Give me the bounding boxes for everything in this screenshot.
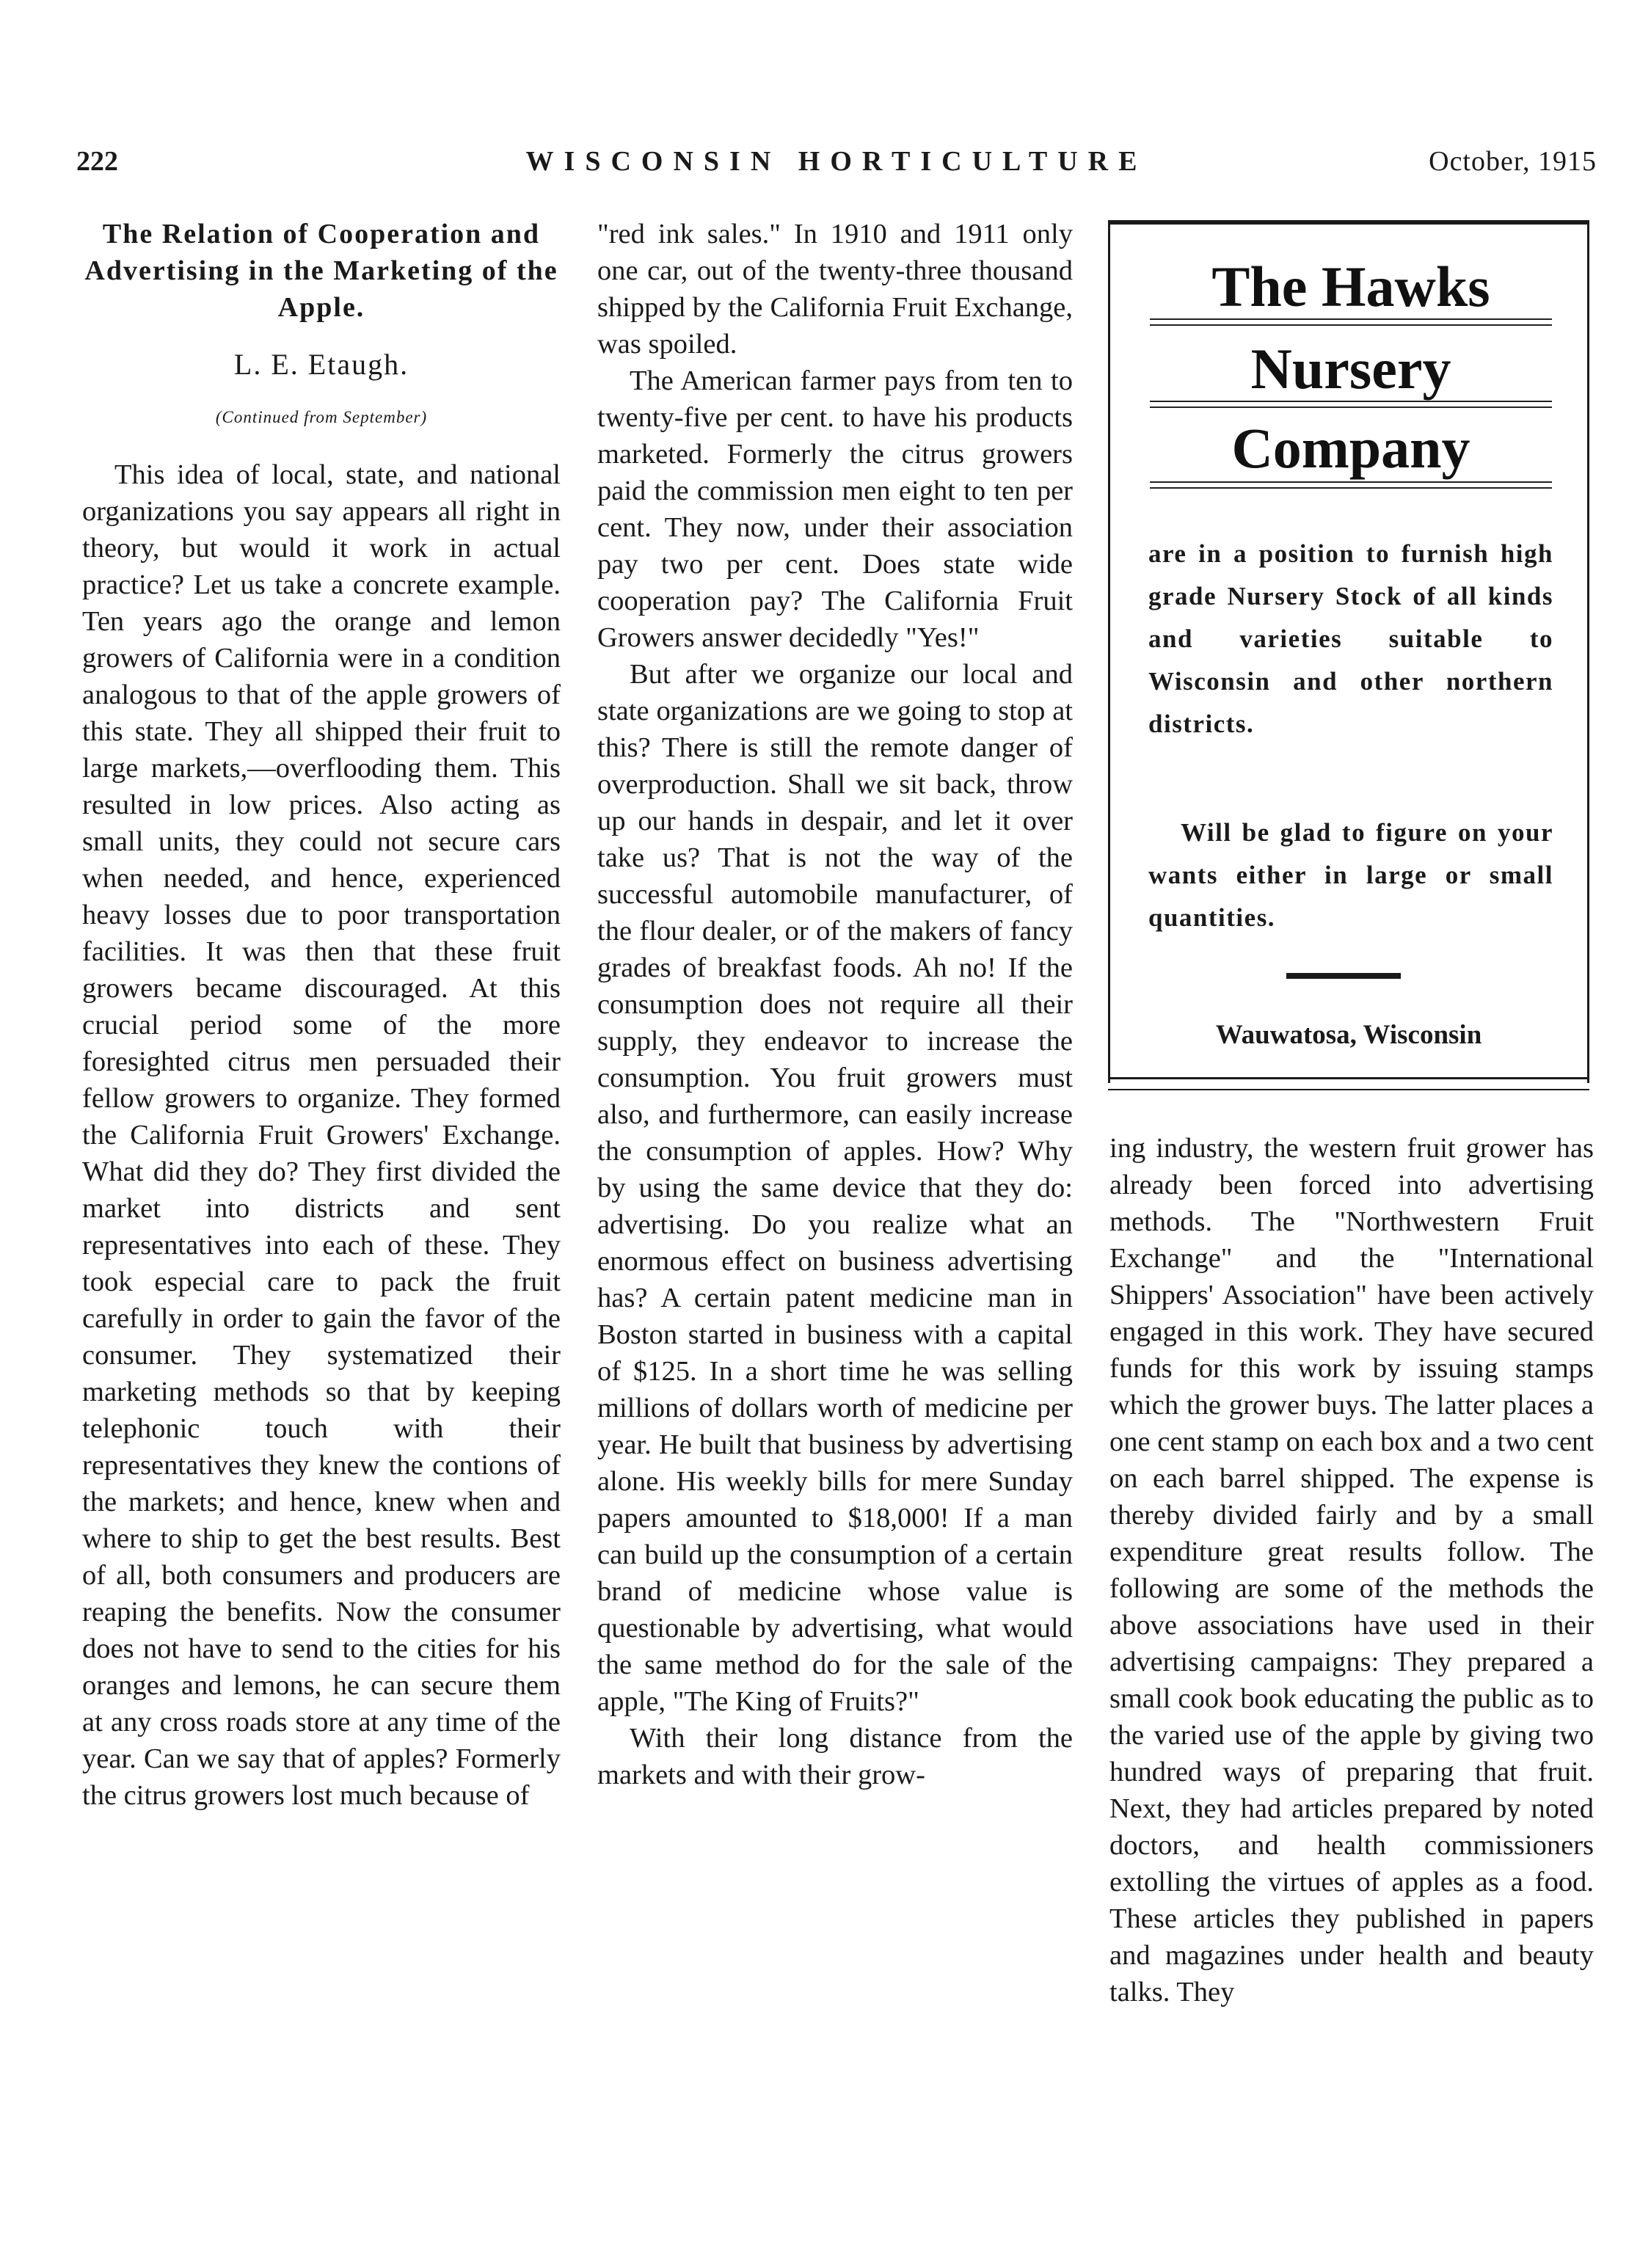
paragraph: With their long distance from the markets and with their grow- [597, 1723, 1073, 1790]
nursery-advertisement [1108, 220, 1589, 1083]
ad-bottom-rule [1108, 1077, 1589, 1079]
ad-quote-text: Will be glad to figure on your wants either in large or small quantities. [1148, 818, 1553, 932]
issue-date: October, 1915 [1429, 146, 1597, 177]
ad-company-name-line-3: Company [1231, 416, 1470, 480]
paragraph: The American farmer pays from ten to twenty-five per cent. to have his products marketed. Formerly the citrus growers paid the commission men eight to ten per cent. They now, under their association pay two per cent. Does state wide cooperation pay? The California Fruit Growers answer decidedly "Yes!" [597, 365, 1073, 653]
ad-company-name-line-1: The Hawks [1211, 255, 1490, 318]
ad-rule [1150, 401, 1552, 402]
continued-note: (Continued from September) [215, 408, 428, 426]
ad-company-name-line-2: Nursery [1250, 337, 1451, 401]
page-number: 222 [76, 146, 118, 177]
paragraph: "red ink sales." In 1910 and 1911 only one car, out of the twenty-three thousand shipped by the California Fruit Exchange, was spoiled. [597, 219, 1073, 360]
running-head [76, 144, 1597, 188]
article-author: L. E. Etaugh. [233, 348, 409, 381]
article-column-2 [597, 216, 1073, 1793]
article-title: The Relation of Cooperation and Advertising in the Marketing of the Apple. [84, 219, 558, 323]
ad-bottom-rule [1108, 1089, 1589, 1090]
journal-title: WISCONSIN HORTICULTURE [525, 146, 1148, 177]
article-column-3 [1109, 1130, 1594, 2010]
paragraph: But after we organize our local and state organizations are we going to stop at this? There is still the remote danger of overproduction. Shall we sit back, throw up our hands in despair, and let it over take us? That is not the way of the successful automobile manufacturer, of the flour dealer, or of the makers of fancy grades of breakfast foods. Ah no! If the consumption does not require all their supply, they endeavor to increase the consumption. You fruit growers must also, and furthermore, can easily increase the consumption of apples. How? Why by using the same device that they do: advertising. Do you realize what an enormous effect on business advertising has? A certain patent medicine man in Boston started in business with a capital of $125. In a short time he was selling millions of dollars worth of medicine per year. He built that business by advertising alone. His weekly bills for mere Sunday papers amounted to $18,000! If a man can build up the consumption of a certain brand of medicine whose value is questionable by advertising, what would the same method do for the sale of the apple, "The King of Fruits?" [597, 659, 1073, 1717]
ad-divider [1286, 973, 1401, 979]
ad-rule [1150, 487, 1552, 489]
ad-rule [1150, 406, 1552, 408]
paragraph: ing industry, the western fruit grower has already been forced into advertising methods. The "Northwestern Fruit Exchange" and the "International Shippers' Association" have been actively engaged in this work. They have secured funds for this work by issuing stamps which the grower buys. The latter places a one cent stamp on each box and a two cent on each barrel shipped. The expense is thereby divided fairly and by a small expenditure great results follow. The following are some of the methods the above associations have used in their advertising campaigns: They prepared a small cook book educating the public as to the varied use of the apple by giving two hundred ways of preparing that fruit. Next, they had articles prepared by noted doctors, and health commissioners extolling the virtues of apples as a food. These articles they published in papers and magazines under health and beauty talks. They [1109, 1133, 1594, 2008]
paragraph: This idea of local, state, and national organizations you say appears all right in theory, but would it work in actual practice? Let us take a concrete example. Ten years ago the orange and lemon growers of California were in a condition analogous to that of the apple growers of this state. They all shipped their fruit to large markets,—overflooding them. This resulted in low prices. Also acting as small units, they could not secure cars when needed, and hence, experienced heavy losses due to poor transportation facilities. It was then that these fruit growers became discouraged. At this crucial period some of the more foresighted citrus men persuaded their fellow growers to organize. They formed the California Fruit Growers' Exchange. What did they do? They first divided the market into districts and sent representatives into each of these. They took especial care to pack the fruit carefully in order to gain the favor of the consumer. They systematized their marketing methods so that by keeping telephonic touch with their representatives they knew the contions of the markets; and hence, knew when and where to ship to get the best results. Best of all, both consumers and producers are reaping the benefits. Now the consumer does not have to send to the cities for his oranges and lemons, he can secure them at any cross roads store at any time of the year. Can we say that of apples? Formerly the citrus growers lost much because of [82, 459, 561, 1811]
ad-rule [1150, 481, 1552, 483]
ad-rule [1150, 324, 1552, 326]
article-column-1 [82, 216, 561, 1814]
ad-rule [1150, 318, 1552, 320]
ad-offer-text: are in a position to furnish high grade Nursery Stock of all kinds and varieties suitable to Wisconsin and other northern districts. [1148, 539, 1553, 738]
ad-location: Wauwatosa, Wisconsin [1215, 1020, 1482, 1050]
